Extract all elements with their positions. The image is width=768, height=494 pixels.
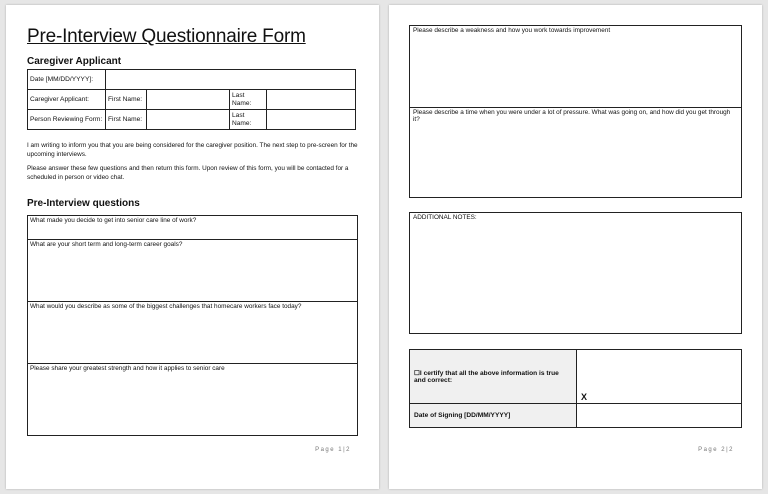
certify-label: ☐I certify that all the above information is true and correct:: [410, 350, 577, 404]
applicant-first-name-label: First Name:: [106, 90, 147, 110]
applicant-first-name-field[interactable]: [147, 90, 230, 110]
question-box-5[interactable]: [409, 25, 742, 108]
page-1: [6, 5, 379, 489]
form-title: Pre-Interview Questionnaire Form: [27, 26, 306, 47]
reviewer-first-name-label: First Name:: [106, 110, 147, 130]
page-2: [389, 5, 762, 489]
applicant-label: Caregiver Applicant:: [28, 90, 106, 110]
question-text-4: Please share your greatest strength and how it applies to senior care: [30, 365, 225, 372]
date-field[interactable]: [106, 70, 356, 90]
date-label: Date [MM/DD/YYYY]:: [28, 70, 106, 90]
section-heading-questions: Pre-Interview questions: [27, 198, 140, 209]
reviewer-last-name-label: Last Name:: [230, 110, 267, 130]
applicant-last-name-label: Last Name:: [230, 90, 267, 110]
question-box-6[interactable]: [409, 107, 742, 198]
question-text-3: What would you describe as some of the biggest challenges that homecare workers face today?: [30, 303, 302, 310]
additional-notes-label: ADDITIONAL NOTES:: [413, 214, 477, 221]
applicant-table: [27, 69, 356, 130]
signing-date-field[interactable]: [577, 404, 742, 428]
applicant-last-name-field[interactable]: [267, 90, 356, 110]
question-box-3[interactable]: [27, 301, 358, 364]
signature-x-mark: X: [581, 392, 588, 402]
instructions-paragraph: Please answer these few questions and then return this form. Upon review of this form, you will be contacted for a scheduled in person or video chat.: [27, 165, 349, 181]
signing-date-label: Date of Signing [DD/MM/YYYY]: [410, 404, 577, 428]
question-text-6: Please describe a time when you were under a lot of pressure. What was going on, and how did you get through it?: [413, 109, 731, 124]
reviewer-first-name-field[interactable]: [147, 110, 230, 130]
reviewer-label: Person Reviewing Form:: [28, 110, 106, 130]
reviewer-last-name-field[interactable]: [267, 110, 356, 130]
section-heading-caregiver: Caregiver Applicant: [27, 56, 122, 67]
question-text-2: What are your short term and long-term career goals?: [30, 241, 183, 248]
signature-field[interactable]: [577, 350, 742, 404]
additional-notes-box[interactable]: [409, 212, 742, 334]
question-box-2[interactable]: [27, 239, 358, 302]
question-text-1: What made you decide to get into senior care line of work?: [30, 217, 197, 224]
question-box-1[interactable]: [27, 215, 358, 240]
question-text-5: Please describe a weakness and how you work towards improvement: [413, 27, 611, 34]
page-number: Page 1|2: [315, 447, 351, 453]
certification-table: [409, 349, 742, 428]
page-number: Page 2|2: [698, 447, 734, 453]
intro-paragraph: I am writing to inform you that you are being considered for the caregiver position. The next step to pre-screen for the upcoming interviews.: [27, 142, 358, 158]
question-box-4[interactable]: [27, 363, 358, 436]
